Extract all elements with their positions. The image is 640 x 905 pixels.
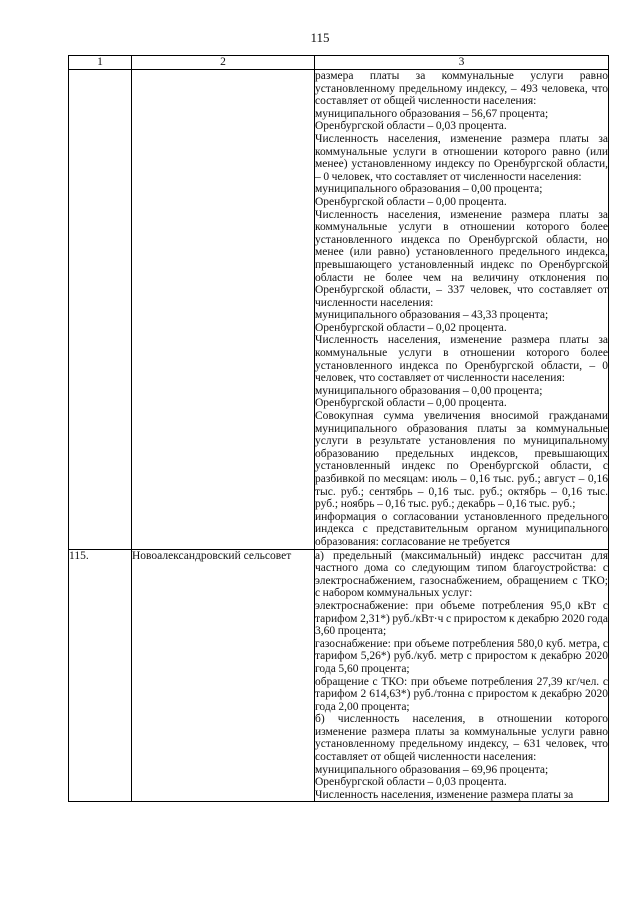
paragraph: Оренбургской области – 0,03 процента.: [315, 120, 507, 133]
paragraph: Оренбургской области – 0,00 процента.: [315, 397, 507, 410]
paragraph: обращение с ТКО: при объеме потребления 27,39 кг/чел. с тарифом 2 614,63*) руб./тонна с приростом к декабрю 2020 года 2,00 процента;: [315, 675, 608, 713]
paragraph: Численность населения, изменение размера платы за коммунальные услуги в отношении которого более установленного индекса по Оренбургской области, – 0 человек, что составляет от численности населения:: [315, 334, 608, 385]
header-col-1: 1: [69, 56, 132, 70]
paragraph: Оренбургской области – 0,02 процента.: [315, 321, 507, 334]
paragraph: муниципального образования – 69,96 процента;: [315, 763, 549, 776]
paragraph: муниципального образования – 0,00 процента;: [315, 183, 543, 196]
paragraph: информация о согласовании установленного предельного индекса с представительным органом муниципального образования: согласование не требуется: [315, 510, 608, 548]
paragraph: размера платы за коммунальные услуги равно установленному предельному индексу, – 493 человека, что составляет от общей численности населения:: [315, 70, 608, 108]
row-number: 115.: [69, 549, 132, 802]
paragraph: муниципального образования – 43,33 процента;: [315, 309, 549, 322]
paragraph: Совокупная сумма увеличения вносимой гражданами муниципального образования платы за коммунальные услуги в результате установления по муниципальному образованию предельных индексов, превышающих установленный индекс по Оренбургской области, с разбивкой по месяцам: июль – 0,16 тыс. руб.; август – 0,16 тыс. руб.; сентябрь – 0,16 тыс. руб.; октябрь – 0,16 тыс. руб.; ноябрь – 0,16 тыс. руб.; декабрь – 0,16 тыс. руб.;: [315, 410, 608, 511]
row-content: [315, 70, 609, 550]
paragraph: Численность населения, изменение размера платы за коммунальные услуги в отношении которого равно (или менее) установленному индексу по Оренбургской области, – 0 человек, что составляет от численности населения:: [315, 132, 608, 183]
paragraph: электроснабжение: при объеме потребления 95,0 кВт с тарифом 2,31*) руб./кВт·ч с приростом к декабрю 2020 года 3,60 процента;: [315, 599, 608, 638]
table-row: [69, 549, 609, 802]
municipality-name: [132, 70, 315, 550]
paragraph: Численность населения, изменение размера платы за коммунальные услуги в отношении которого более установленного индекса по Оренбургской области, но менее (или равно) установленного предельного индекса, превышающего установленный индекс по Оренбургской области не более чем на величину отклонения по Оренбургской области, – 337 человек, что составляет от численности населения:: [315, 208, 608, 309]
header-col-2: 2: [132, 56, 315, 70]
paragraph: б) численность населения, в отношении которого изменение размера платы за коммунальные услуги равно установленному предельному индексу, – 631 человек, что составляет от общей численности населения:: [315, 713, 608, 764]
document-table: [68, 55, 609, 802]
paragraph: а) предельный (максимальный) индекс рассчитан для частного дома со следующим типом благоустройства: с электроснабжением, газоснабжением, обращением с ТКО; с набором коммунальных услуг:: [315, 549, 608, 600]
table-header-row: [69, 56, 609, 70]
header-col-3: 3: [315, 56, 609, 70]
municipality-name: Новоалександровский сельсовет: [132, 549, 315, 802]
paragraph: Оренбургской области – 0,03 процента.: [315, 776, 507, 789]
row-number: [69, 70, 132, 550]
paragraph: муниципального образования – 56,67 процента;: [315, 107, 549, 120]
table-row: [69, 70, 609, 550]
paragraph: муниципального образования – 0,00 процента;: [315, 384, 543, 397]
paragraph: газоснабжение: при объеме потребления 580,0 куб. метра, с тарифом 5,26*) руб./куб. метр с приростом к декабрю 2020 года 5,60 процента;: [315, 637, 608, 675]
row-content: [315, 549, 609, 802]
paragraph: Оренбургской области – 0,00 процента.: [315, 195, 507, 208]
page-number: 115: [310, 30, 330, 45]
paragraph: Численность населения, изменение размера платы за: [315, 788, 574, 801]
